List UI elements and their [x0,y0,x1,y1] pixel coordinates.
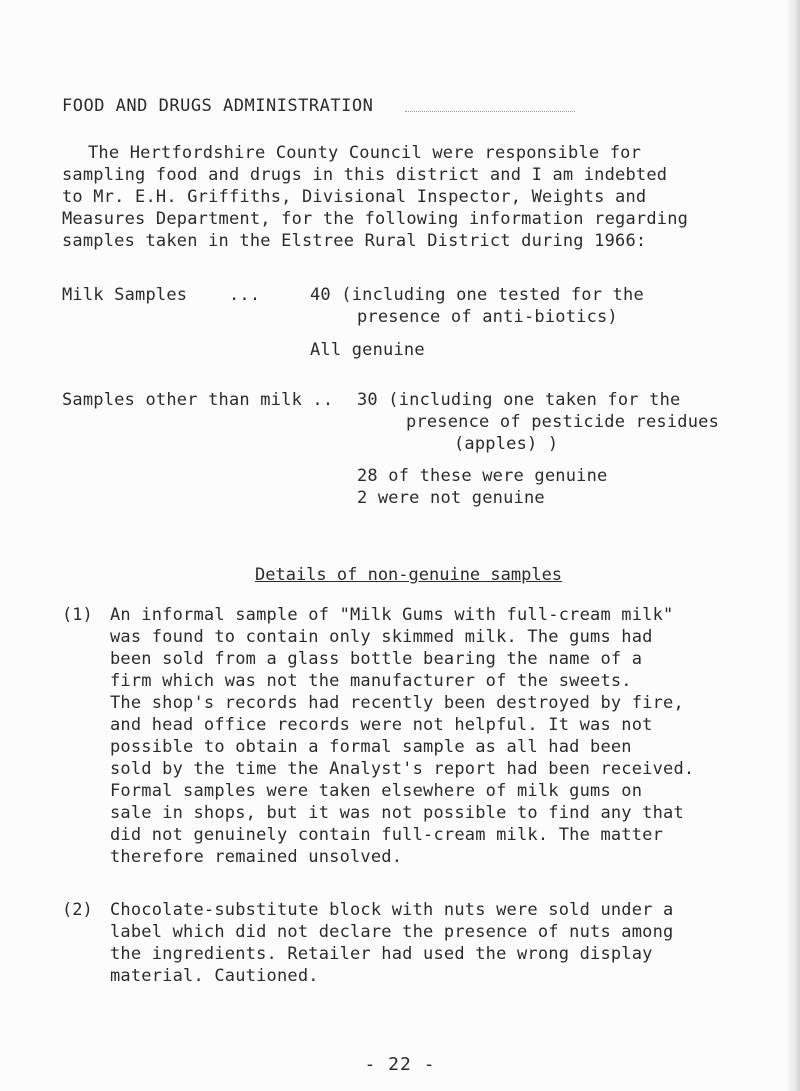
section-heading: FOOD AND DRUGS ADMINISTRATION [62,96,374,116]
item-line: firm which was not the manufacturer of the sweets. [110,671,632,691]
item-line: Chocolate-substitute block with nuts were sold under a [110,900,674,920]
item-line: therefore remained unsolved. [110,847,403,867]
item-line: Formal samples were taken elsewhere of milk gums on [110,781,643,801]
other-samples-note: (apples) ) [454,434,559,454]
item-line: possible to obtain a formal sample as all had been [110,737,632,757]
item-line: material. Cautioned. [110,966,319,986]
item-line: label which did not declare the presence of nuts among [110,922,674,942]
intro-line: The Hertfordshire County Council were responsible for [88,143,642,163]
intro-line: to Mr. E.H. Griffiths, Divisional Inspector, Weights and [62,187,647,207]
item-line: was found to contain only skimmed milk. The gums had [110,627,653,647]
details-heading: Details of non-genuine samples [255,565,563,585]
page-edge-shadow [786,0,800,1091]
other-samples-count: 30 (including one taken for the [357,390,681,410]
item-line: The shop's records had recently been destroyed by fire, [110,693,684,713]
other-samples-genuine: 28 of these were genuine [357,466,608,486]
item-line: sold by the time the Analyst's report had been received. [110,759,695,779]
intro-line: sampling food and drugs in this district and I am indebted [62,165,668,185]
item-line: An informal sample of "Milk Gums with full-cream milk" [110,605,674,625]
item-line: the ingredients. Retailer had used the wrong display [110,944,653,964]
item-line: and head office records were not helpful. It was not [110,715,653,735]
milk-samples-count: 40 (including one tested for the [310,285,644,305]
item-number: (2) [62,900,93,920]
heading-dotted-rule [405,111,575,112]
intro-line: samples taken in the Elstree Rural District during 1966: [62,231,647,251]
item-line: been sold from a glass bottle bearing the name of a [110,649,643,669]
page-number: - 22 - [364,1054,436,1075]
item-number: (1) [62,605,93,625]
milk-samples-label: Milk Samples ... [62,285,261,305]
intro-line: Measures Department, for the following information regarding [62,209,689,229]
milk-samples-result: All genuine [310,340,425,360]
item-line: sale in shops, but it was not possible to find any that [110,803,684,823]
other-samples-not-genuine: 2 were not genuine [357,488,545,508]
other-samples-label: Samples other than milk .. [62,390,334,410]
item-line: did not genuinely contain full-cream milk. The matter [110,825,664,845]
other-samples-note: presence of pesticide residues [406,412,720,432]
milk-samples-note: presence of anti-biotics) [357,307,618,327]
